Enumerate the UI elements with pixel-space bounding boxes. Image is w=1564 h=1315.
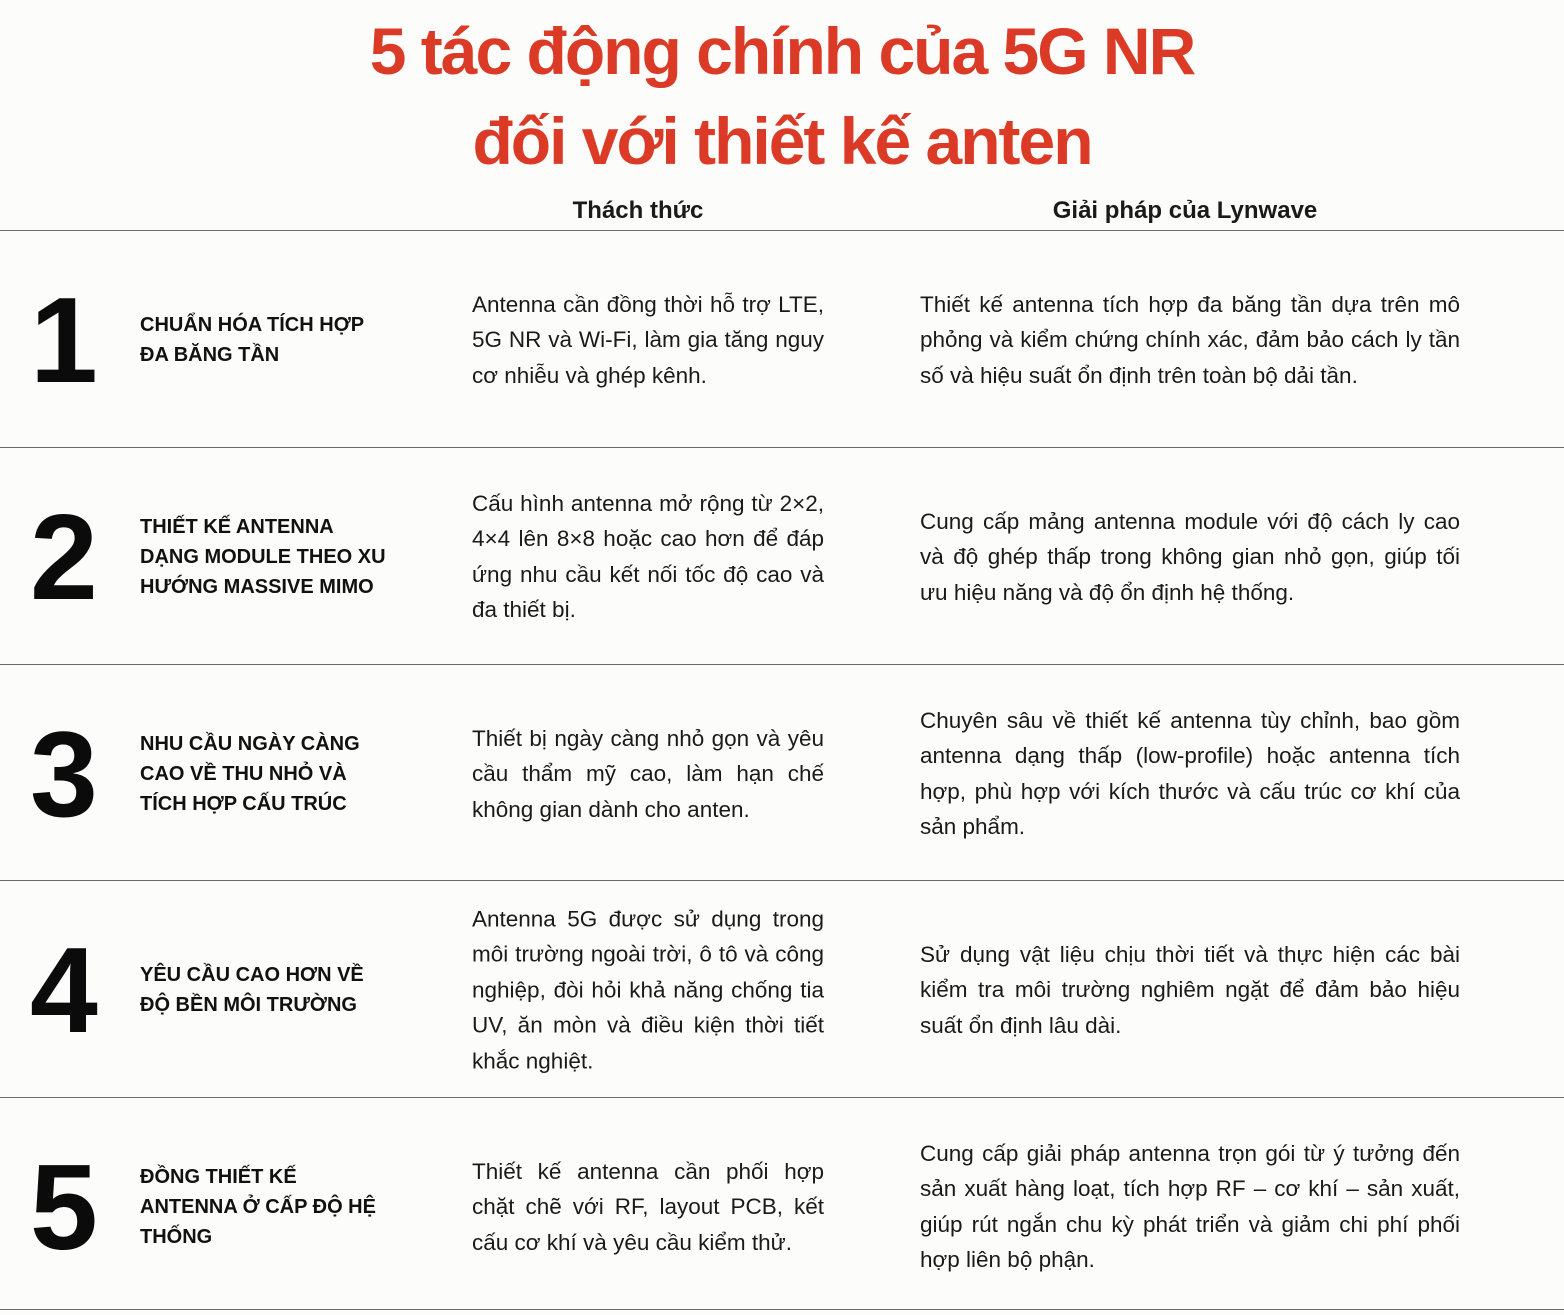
column-header-solution: Giải pháp của Lynwave [1052,197,1318,224]
row-number: 5 [30,1138,94,1275]
solution-text: Cung cấp giải pháp antenna trọn gói từ ý tưởng đến sản xuất hàng loạt, tích hợp RF – cơ khí – sản xuất, giúp rút ngắn chu kỳ phát triển và giảm chi phí phối hợp liên bộ phận. [920,1140,1460,1272]
table-row-3 [0,665,1564,882]
table-row-4 [0,881,1564,1098]
row-number: 1 [30,271,94,408]
row-label: YÊU CẦU CAO HƠN VỀ ĐỘ BỀN MÔI TRƯỜNG [140,963,364,1016]
page-title-line-2: đối với thiết kế anten [472,104,1092,178]
solution-text: Sử dụng vật liệu chịu thời tiết và thực hiện các bài kiểm tra môi trường nghiêm ngặt để đảm bảo hiệu suất ổn định lâu dài. [920,941,1460,1038]
solution-text: Chuyên sâu về thiết kế antenna tùy chỉnh, bao gồm antenna dạng thấp (low-profile) hoặc antenna tích hợp, phù hợp với kích thước và cấu trúc cơ khí của sản phẩm. [920,707,1460,839]
page-title [0,6,1564,186]
challenge-text: Antenna cần đồng thời hỗ trợ LTE, 5G NR và Wi-Fi, làm gia tăng nguy cơ nhiễu và ghép kênh. [472,291,824,388]
row-number: 2 [30,488,94,625]
row-number: 3 [30,705,94,842]
challenge-text: Thiết kế antenna cần phối hợp chặt chẽ với RF, layout PCB, kết cấu cơ khí và yêu cầu kiểm thử. [472,1158,824,1255]
row-label: NHU CẦU NGÀY CÀNG CAO VỀ THU NHỎ VÀ TÍCH HỢP CẤU TRÚC [140,732,360,815]
row-divider [0,1309,1564,1310]
row-label: CHUẨN HÓA TÍCH HỢP ĐA BĂNG TẦN [140,313,364,366]
table-row-5 [0,1098,1564,1315]
page-title-line-1: 5 tác động chính của 5G NR [369,14,1195,88]
table-row-1 [0,231,1564,448]
challenge-text: Antenna 5G được sử dụng trong môi trường ngoài trời, ô tô và công nghiệp, đòi hỏi khả năng chống tia UV, ăn mòn và điều kiện thời tiết khắc nghiệt. [472,905,824,1073]
column-header-challenge: Thách thức [572,197,704,224]
row-number: 4 [30,921,94,1058]
solution-text: Cung cấp mảng antenna module với độ cách ly cao và độ ghép thấp trong không gian nhỏ gọn, giúp tối ưu hiệu năng và độ ổn định hệ thống. [920,508,1460,605]
challenge-text: Cấu hình antenna mở rộng từ 2×2, 4×4 lên 8×8 hoặc cao hơn để đáp ứng nhu cầu kết nối tốc độ cao và đa thiết bị. [472,490,824,622]
row-label: ĐỒNG THIẾT KẾ ANTENNA Ở CẤP ĐỘ HỆ THỐNG [140,1165,376,1248]
row-label: THIẾT KẾ ANTENNA DẠNG MODULE THEO XU HƯỚNG MASSIVE MIMO [140,515,386,598]
challenge-text: Thiết bị ngày càng nhỏ gọn và yêu cầu thẩm mỹ cao, làm hạn chế không gian dành cho anten. [472,725,824,822]
solution-text: Thiết kế antenna tích hợp đa băng tần dựa trên mô phỏng và kiểm chứng chính xác, đảm bảo cách ly tần số và hiệu suất ổn định trên toàn bộ dải tần. [920,291,1460,388]
table-row-2 [0,448,1564,665]
